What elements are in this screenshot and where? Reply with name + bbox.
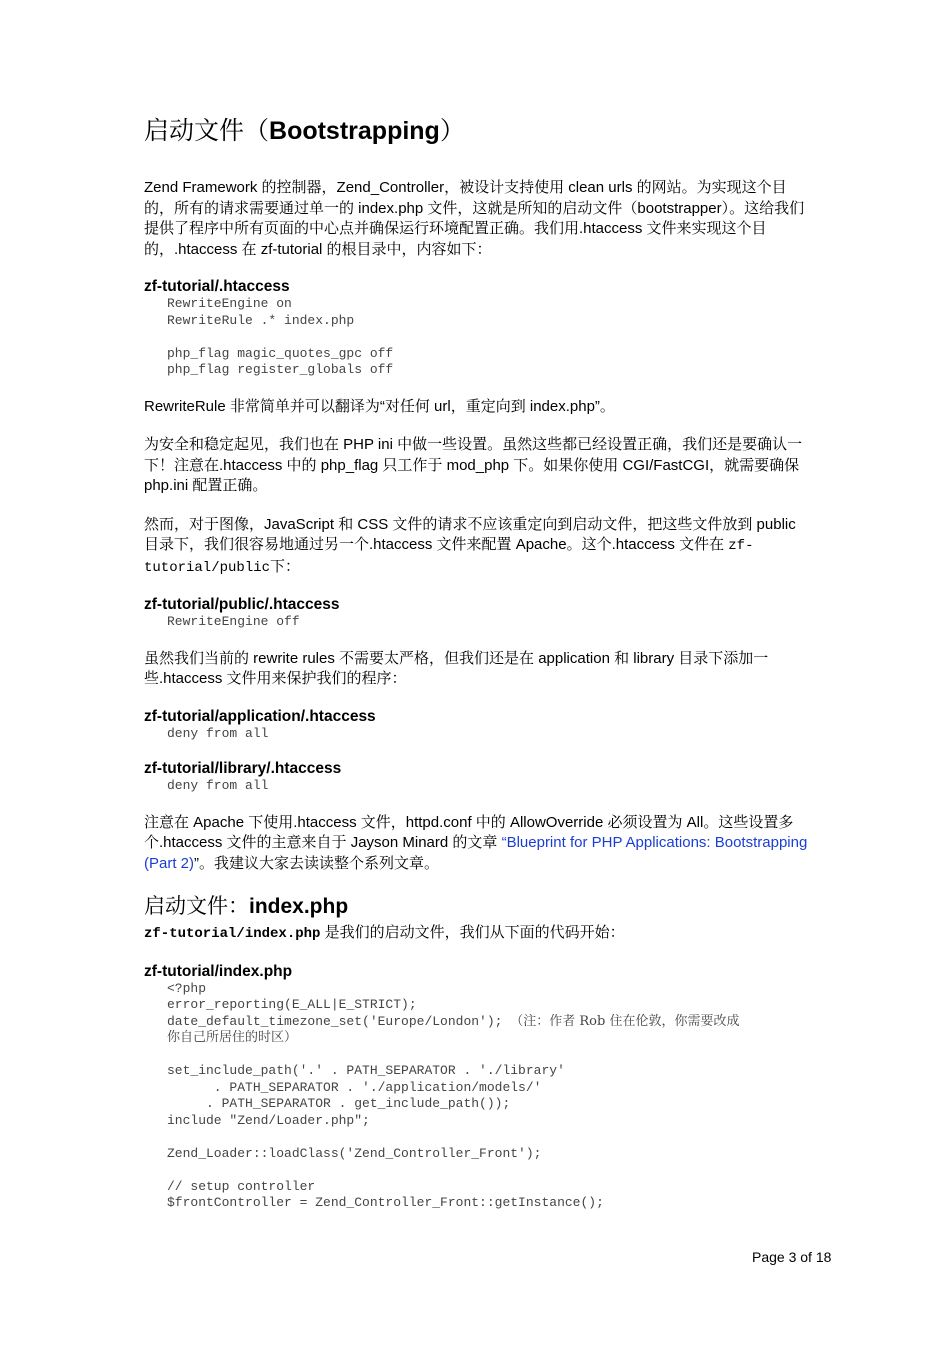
file-name-public-htaccess: zf-tutorial/public/.htaccess: [144, 596, 340, 613]
blueprint-article-link[interactable]: “Blueprint for PHP Applications: Bootstrapping (Part 2): [144, 834, 808, 872]
code-block-library-htaccess: deny from all: [167, 778, 269, 793]
inline-code-index-path: zf-tutorial/index.php: [144, 926, 321, 942]
file-name-root-htaccess: zf-tutorial/.htaccess: [144, 278, 290, 295]
file-name-application-htaccess: zf-tutorial/application/.htaccess: [144, 707, 376, 725]
code-block-root-htaccess: RewriteEngine on RewriteRule .* index.php php_flag magic_quotes_gpc off php_flag register_globals off: [167, 296, 394, 377]
code-block-public-htaccess: RewriteEngine off: [167, 614, 300, 629]
paragraph-security: 为安全和稳定起见，我们也在 PHP ini 中做一些设置。虽然这些都已经设置正确，我们还是要确认一下！注意在.htaccess 中的 php_flag 只工作于 mod_php 下。如果你使用 CGI/FastCGI，就需要确保 php.ini 配置正确。: [144, 436, 803, 494]
paragraph-index-intro: zf-tutorial/index.php 是我们的启动文件，我们从下面的代码开始：: [144, 924, 625, 942]
file-name-index-php: zf-tutorial/index.php: [144, 962, 293, 980]
inline-code-public-path: zf-tutorial/public: [144, 538, 754, 576]
code-block-application-htaccess: deny from all: [167, 725, 269, 741]
paragraph-rewriterule: RewriteRule 非常简单并可以翻译为“对任何 url，重定向到 index.php”。: [144, 397, 615, 415]
paragraph-intro: Zend Framework 的控制器，Zend_Controller，被设计支持使用 clean urls 的网站。为实现这个目的，所有的请求需要通过单一的 index.php 文件，这就是所知的启动文件（bootstrapper）。这给我们提供了程序中所有页面的中心点并确保运行环境配置正确。我们用.htaccess 文件来实现这个目的，.htaccess 在 zf-tutorial 的根目录中，内容如下：: [144, 179, 805, 258]
section-title-bootstrapping: 启动文件（Bootstrapping）: [144, 116, 465, 145]
paragraph-public: 然而，对于图像，JavaScript 和 CSS 文件的请求不应该重定向到启动文件，把这些文件放到 public 目录下，我们很容易地通过另一个.htaccess 文件来配置 Apache。这个.htaccess 文件在 zf-tutorial/public下：: [144, 515, 796, 576]
section-title-index-php: 启动文件：index.php: [144, 894, 349, 918]
page-number: Page 3 of 18: [752, 1249, 832, 1265]
code-block-index-php: <?php error_reporting(E_ALL|E_STRICT); date_default_timezone_set('Europe/London'); （注：作者 Rob 住在伦敦，你需要改成 你自己所居住的时区） set_include_path('.' . PATH_SEPARATOR . './library' . PATH_SEPARATOR . './application/models/' . PATH_SEPARATOR . get_include_path()); include "Zend/Loader.php"; Zend_Loader::loadClass('Zend_Controller_Front'); // setup controller $frontController = Zend_Controller_Front::getInstance();: [167, 980, 740, 1210]
paragraph-protect: 虽然我们当前的 rewrite rules 不需要太严格，但我们还是在 application 和 library 目录下添加一些.htaccess 文件用来保护我们的程序：: [144, 649, 769, 687]
page-content: [144, 114, 810, 1230]
paragraph-allowoverride: 注意在 Apache 下使用.htaccess 文件，httpd.conf 中的 AllowOverride 必须设置为 All。这些设置多个.htaccess 文件的主意来自于 Jayson Minard 的文章 “Blueprint for PHP Applications: Bootstrapping (Part 2)”。我建议大家去读读整个系列文章。: [144, 813, 808, 872]
file-name-library-htaccess: zf-tutorial/library/.htaccess: [144, 760, 342, 777]
code-comment-timezone-note: （注：作者 Rob 住在伦敦，你需要改成 你自己所居住的时区）: [167, 1013, 740, 1045]
